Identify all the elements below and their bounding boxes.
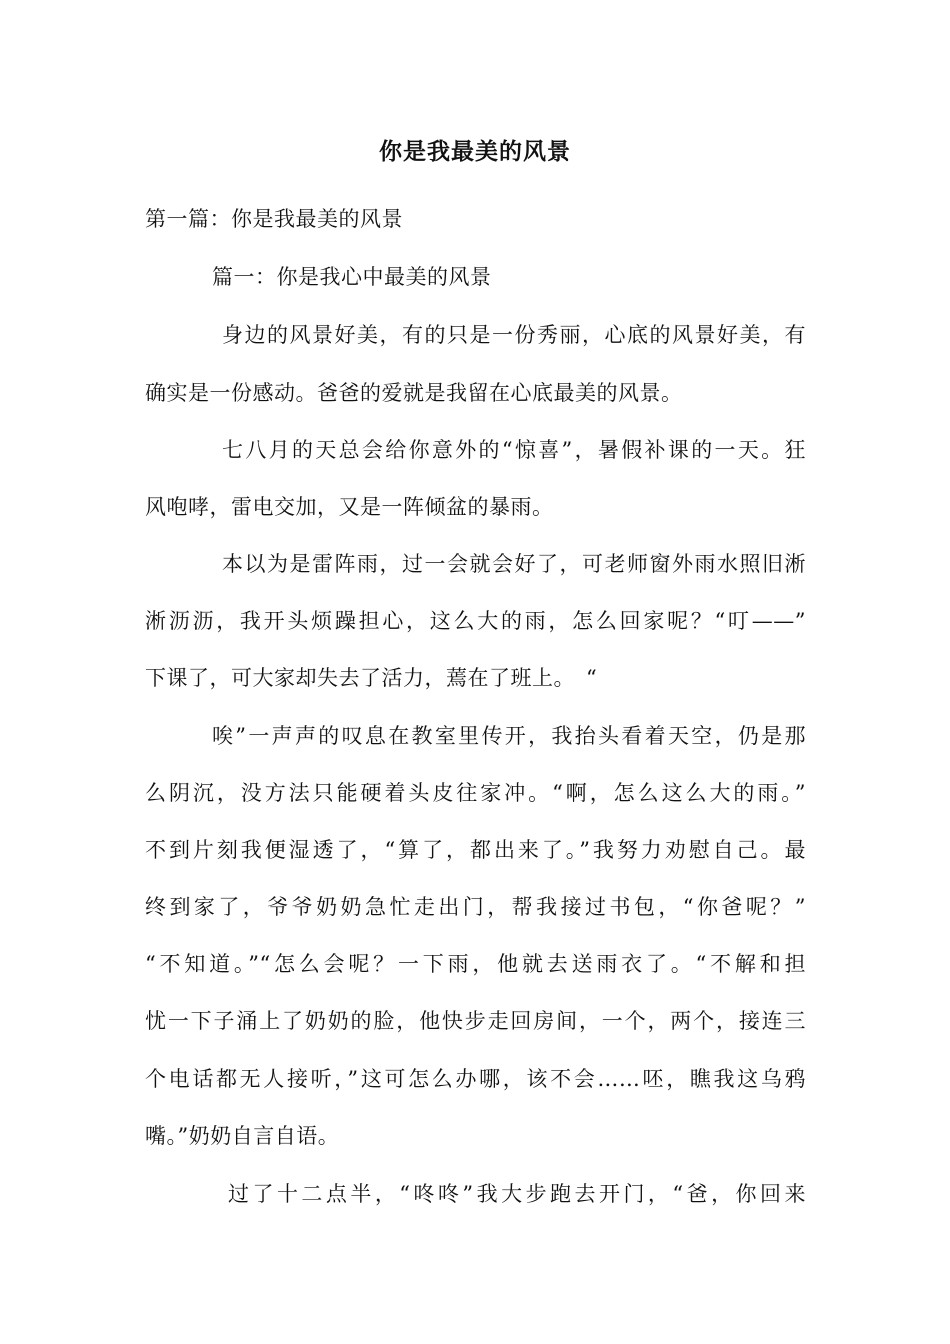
paragraph-line: 下课了，可大家却失去了活力，蔫在了班上。 “ xyxy=(145,666,598,690)
paragraph-line: 么阴沉，没方法只能硬着头皮往家冲。“啊，怎么这么大的雨。” xyxy=(145,781,806,805)
paragraph-line: 个电话都无人接听，”这可怎么办哪，该不会……呸，瞧我这乌鸦 xyxy=(145,1067,806,1091)
paragraph-line: 七八月的天总会给你意外的“惊喜”，暑假补课的一天。狂 xyxy=(222,438,806,462)
paragraph-line: 终到家了，爷爷奶奶急忙走出门，帮我接过书包，“你爸呢？” xyxy=(145,895,806,919)
paragraph-line: 嘴。”奶奶自言自语。 xyxy=(145,1124,340,1148)
paragraph-line: 本以为是雷阵雨，过一会就会好了，可老师窗外雨水照旧淅 xyxy=(222,552,806,576)
section-heading: 第一篇：你是我最美的风景 xyxy=(145,207,403,231)
paragraph-line: “不知道。”“怎么会呢？一下雨，他就去送雨衣了。“不解和担 xyxy=(145,952,806,976)
paragraph-line: 确实是一份感动。爸爸的爱就是我留在心底最美的风景。 xyxy=(145,381,683,405)
paragraph-line: 不到片刻我便湿透了，“算了，都出来了。”我努力劝慰自己。最 xyxy=(145,838,806,862)
paragraph-line: 身边的风景好美，有的只是一份秀丽，心底的风景好美，有 xyxy=(222,323,806,347)
paragraph-line: 忧一下子涌上了奶奶的脸，他快步走回房间，一个，两个，接连三 xyxy=(145,1009,806,1033)
paragraph-line: 风咆哮，雷电交加，又是一阵倾盆的暴雨。 xyxy=(145,495,554,519)
paragraph-line: 过了十二点半，“咚咚”我大步跑去开门，“爸，你回来 xyxy=(228,1182,806,1206)
paragraph-line: 淅沥沥，我开头烦躁担心，这么大的雨，怎么回家呢？“叮——” xyxy=(145,609,806,633)
paragraph-line: 唉”一声声的叹息在教室里传开，我抬头看着天空，仍是那 xyxy=(212,724,806,748)
sub-heading: 篇一：你是我心中最美的风景 xyxy=(212,265,492,289)
page-title: 你是我最美的风景 xyxy=(379,138,571,165)
